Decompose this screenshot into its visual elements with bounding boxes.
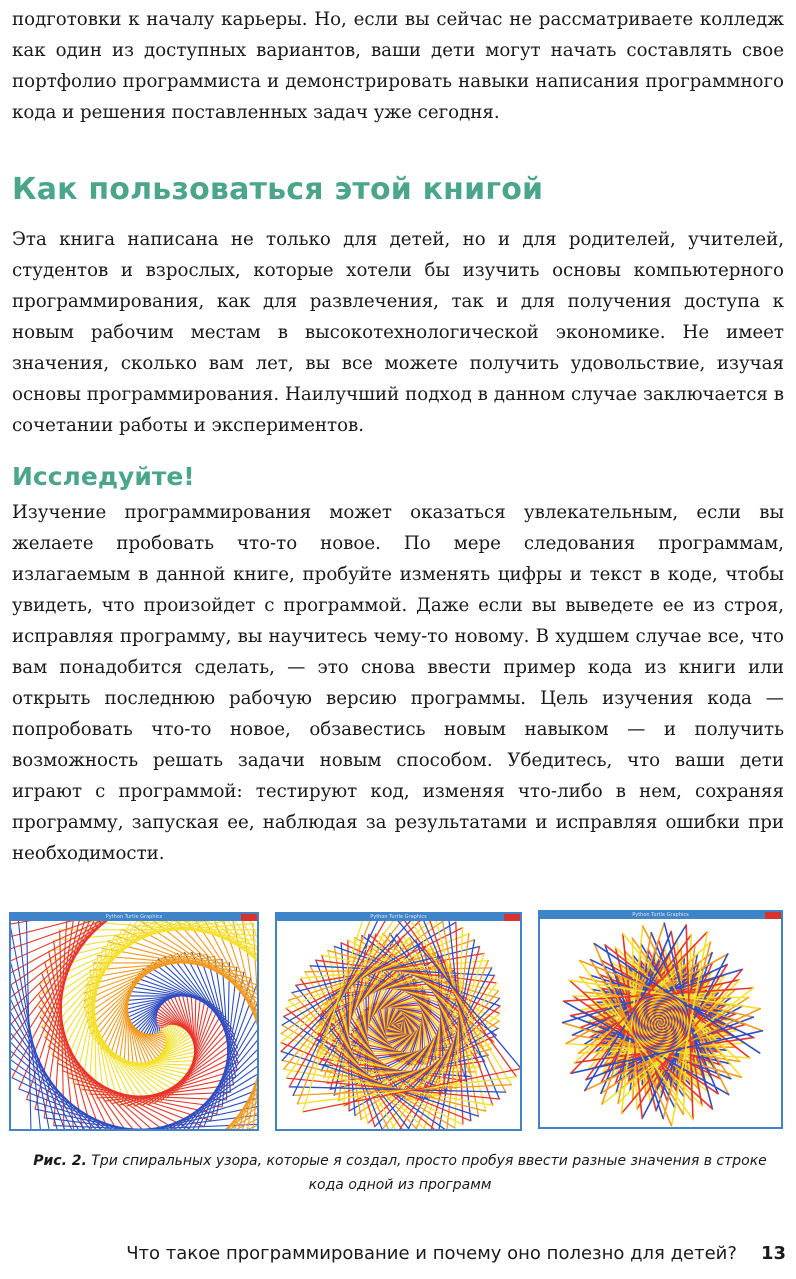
subheading-explore: Исследуйте!	[12, 462, 195, 491]
window-title: Python Turtle Graphics	[105, 914, 163, 920]
page-number: 13	[760, 1243, 786, 1264]
spiral-screenshot-1	[9, 912, 259, 1131]
figure-caption-label: Рис. 2.	[33, 1153, 87, 1169]
figure-caption	[30, 1149, 770, 1197]
intro-paragraph: подготовки к началу карьеры. Но, если вы сейчас не рассматриваете колледж как один из доступных вариантов, ваши дети могут начать составлять свое портфолио программиста и демонстрировать навыки написания программного кода и решения поставленных задач уже сегодня.	[12, 9, 784, 123]
window-title: Python Turtle Graphics	[632, 912, 689, 918]
window-close-icon	[504, 914, 520, 921]
explore-paragraph: Изучение программирования может оказаться увлекательным, если вы желаете пробовать что-то новое. По мере следования программам, излагаемым в данной книге, пробуйте изменять цифры и текст в коде, чтобы увидеть, что произойдет с программой. Даже если вы выведете ее из строя, исправляя программу, вы научитесь чему-то новому. В худшем случае все, что вам понадобится сделать, — это снова ввести пример кода из книги или открыть последнюю рабочую версию программы. Цель изучения кода — попробовать что-то новое, обзавестись новым навыком — и получить возможность решать задачи новым способом. Убедитесь, что ваши дети играют с программой: тестируют код, изменяя что-либо в нем, сохраняя программу, запуская ее, наблюдая за результатами и исправляя ошибки при необходимости.	[12, 502, 784, 864]
spiral-screenshot-2	[275, 912, 522, 1131]
section-heading-how-to-use: Как пользоваться этой книгой	[12, 172, 544, 207]
usage-paragraph: Эта книга написана не только для детей, но и для родителей, учителей, студентов и взрослых, которые хотели бы изучить основы компьютерного программирования, как для развлечения, так и для получения доступа к новым рабочим местам в высокотехнологической экономике. Не имеет значения, сколько вам лет, вы все можете получить удовольствие, изучая основы программирования. Наилучший подход в данном случае заключается в сочетании работы и экспериментов.	[12, 229, 784, 436]
window-title: Python Turtle Graphics	[370, 914, 427, 920]
spiral-pattern-2	[277, 921, 520, 1129]
spiral-pattern-1	[11, 921, 257, 1129]
window-close-icon	[765, 912, 781, 919]
spiral-screenshot-3	[538, 910, 783, 1129]
figure-caption-text: Три спиральных узора, которые я создал, просто пробуя ввести разные значения в строке кода одной из программ	[91, 1153, 767, 1193]
spiral-pattern-3	[540, 919, 781, 1127]
window-close-icon	[241, 914, 257, 921]
running-chapter-title: Что такое программирование и почему оно полезно для детей?	[126, 1243, 737, 1264]
page-footer	[52, 1240, 786, 1268]
